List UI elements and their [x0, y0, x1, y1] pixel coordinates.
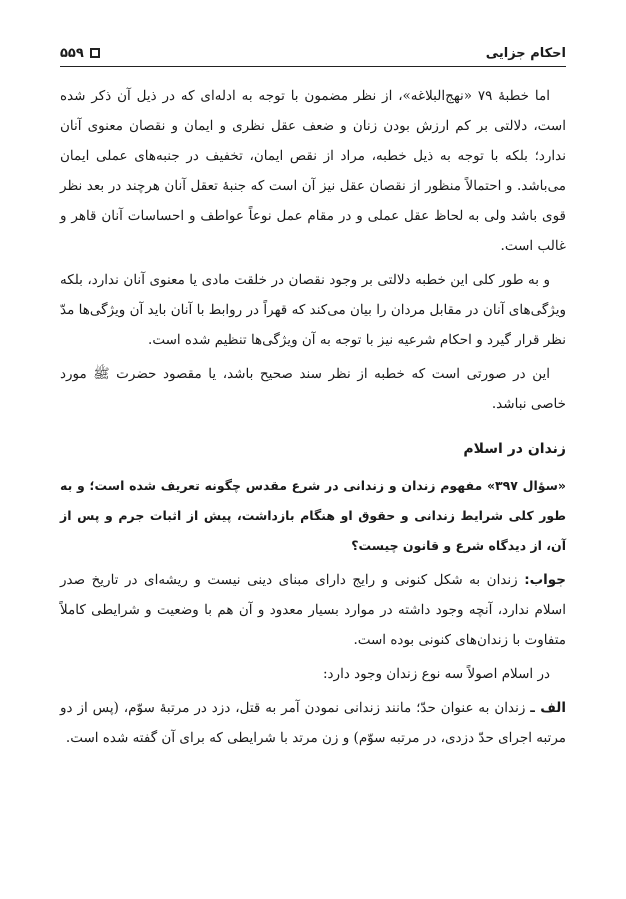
type-alef-paragraph	[60, 693, 566, 753]
answer-paragraph	[60, 565, 566, 655]
type-alef-label: الف ـ	[530, 700, 566, 716]
paragraph-2: و به طور کلی این خطبه دلالتی بر وجود نقصان در خلقت مادی یا معنوی آنان ندارد، بلکه ویژگی‌های آنان در مقابل مردان را بیان می‌کند که قهراً در روابط با آنان باید آن ویژگی‌ها مدّ نظر قرار گیرد و احکام شرعیه نیز با توجه به آن ویژگی‌ها تنظیم شده است.	[60, 272, 566, 348]
question-text: «سؤال ۳۹۷» مفهوم زندان و زندانی در شرع مقدس چگونه تعریف شده است؛ و به طور کلی شرایط زندانی و حقوق او هنگام بازداشت، پیش از اثبات جرم و پس از آن، از دیدگاه شرع و قانون چیست؟	[60, 478, 566, 553]
page-number-group	[60, 46, 100, 61]
page-header	[60, 40, 566, 67]
answer-label: جواب:	[524, 572, 566, 588]
paragraph-1: اما خطبهٔ ۷۹ «نهج‌البلاغه»، از نظر مضمون با توجه به ادله‌ای که در ذیل آن ذکر شده است، دلالتی بر کم ارزش بودن زنان و ضعف عقل نظری و ایمان و نقصان معنوی آنان ندارد؛ بلکه با توجه به ذیل خطبه، مراد از نقص ایمان، تخفیف در جنبه‌های عملی ایمان می‌باشد. و احتمالاً منظور از نقصان عقل نیز آن است که جنبهٔ تعقل آنان هرچند در بعد نظر قوی باشد ولی به لحاظ عقل عملی و در مقام عمل نوعاً عواطف و احساسات آنان قاهر و غالب است.	[60, 88, 566, 254]
book-page	[60, 40, 566, 757]
types-intro: در اسلام اصولاً سه نوع زندان وجود دارد:	[323, 666, 550, 682]
paragraph-3: این در صورتی است که خطبه از نظر سند صحیح باشد، یا مقصود حضرت ﷺ مورد خاصی نباشد.	[60, 366, 566, 412]
running-title: احکام جزایی	[485, 45, 566, 61]
page-body	[60, 81, 566, 753]
type-alef-text: زندان به عنوان حدّ؛ مانند زندانی نمودن آمر به قتل، دزد در مرتبهٔ سوّم، (پس از دو مرتبه اجرای حدّ دزدی، در مرتبه سوّم) و زن مرتد با شرایطی که برای آن گفته شده است.	[60, 700, 566, 746]
page-number: ۵۵۹	[60, 45, 84, 61]
section-heading: زندان در اسلام	[463, 441, 566, 457]
square-bullet-icon	[90, 48, 100, 58]
answer-text: زندان به شکل کنونی و رایج دارای مبنای دینی نیست و ریشه‌ای در تاریخ صدر اسلام ندارد، آنچه وجود داشته در موارد بسیار معدود و آن هم با وضعیت و شرایطی کاملاً متفاوت با زندان‌های کنونی بوده است.	[60, 572, 566, 648]
